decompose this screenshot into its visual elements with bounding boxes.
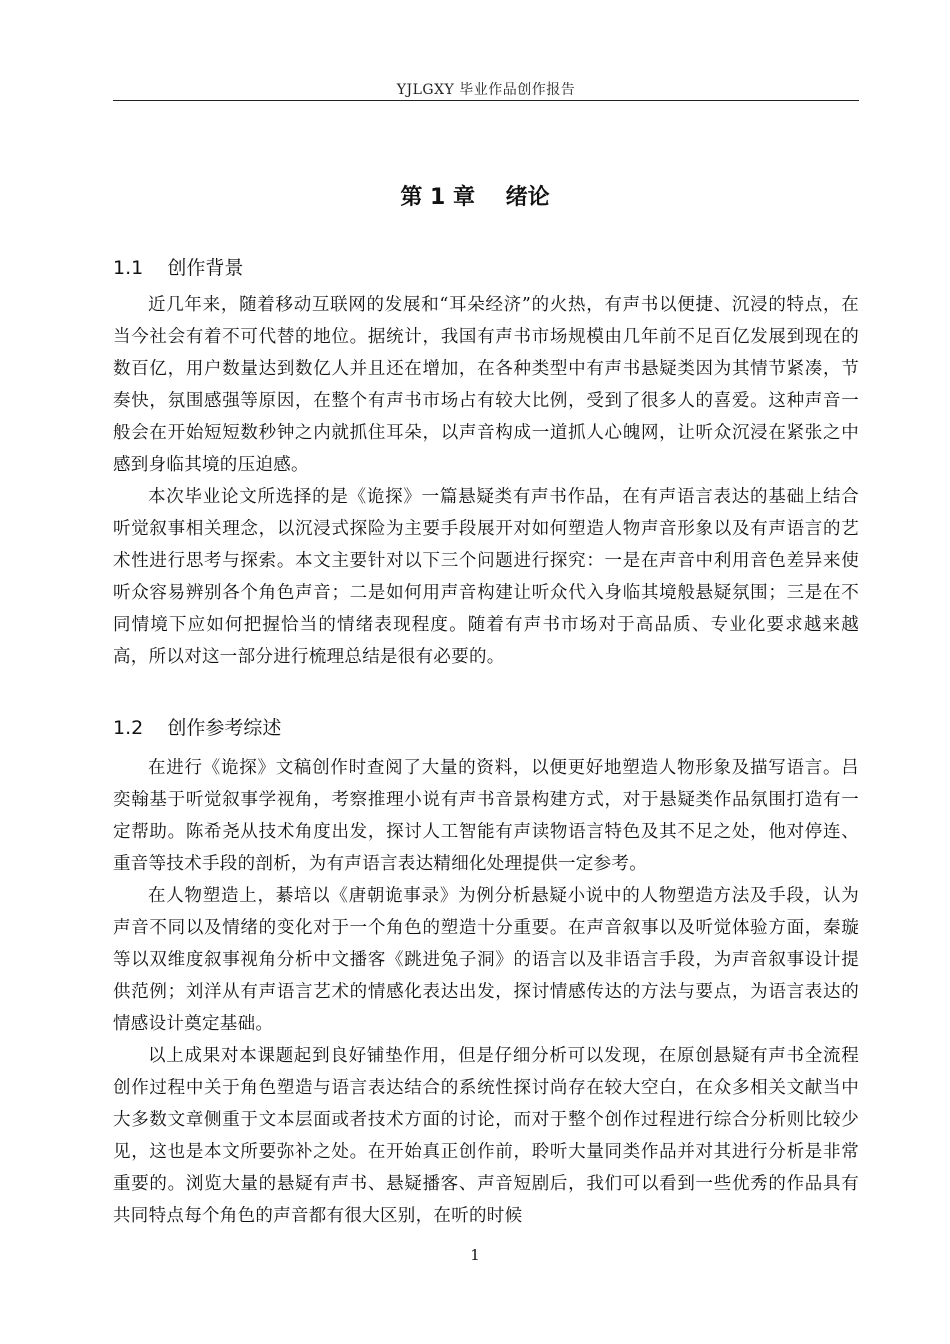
section-heading-1-1: 1.1 创作背景	[113, 257, 244, 279]
paragraph: 近几年来，随着移动互联网的发展和“耳朵经济”的火热，有声书以便捷、沉浸的特点，在当今社会有着不可代替的地位。据统计，我国有声书市场规模由几年前不足百亿发展到现在的数百亿，用户数量达到数亿人并且还在增加，在各种类型中有声书悬疑类因为其情节紧凑，节奏快，氛围感强等原因，在整个有声书市场占有较大比例，受到了很多人的喜爱。这种声音一般会在开始短短数秒钟之内就抓住耳朵，以声音构成一道抓人心魄网，让听众沉浸在紧张之中感到身临其境的压迫感。	[113, 295, 859, 475]
page-header: YJLGXY 毕业作品创作报告	[396, 82, 576, 98]
chapter-title: 第 1 章 绪论	[400, 185, 550, 210]
section-heading-1-2: 1.2 创作参考综述	[113, 717, 282, 739]
paragraph: 在进行《诡探》文稿创作时查阅了大量的资料，以便更好地塑造人物形象及描写语言。吕奕翰基于听觉叙事学视角，考察推理小说有声书音景构建方式，对于悬疑类作品氛围打造有一定帮助。陈希尧从技术角度出发，探讨人工智能有声读物语言特色及其不足之处，他对停连、重音等技术手段的剖析，为有声语言表达精细化处理提供一定参考。	[113, 758, 859, 874]
header-divider	[113, 100, 859, 101]
paragraph: 以上成果对本课题起到良好铺垫作用，但是仔细分析可以发现，在原创悬疑有声书全流程创作过程中关于角色塑造与语言表达结合的系统性探讨尚存在较大空白，在众多相关文献当中大多数文章侧重于文本层面或者技术方面的讨论，而对于整个创作过程进行综合分析则比较少见，这也是本文所要弥补之处。在开始真正创作前，聆听大量同类作品并对其进行分析是非常重要的。浏览大量的悬疑有声书、悬疑播客、声音短剧后，我们可以看到一些优秀的作品具有共同特点每个角色的声音都有很大区别，在听的时候	[113, 1046, 859, 1226]
paragraph: 本次毕业论文所选择的是《诡探》一篇悬疑类有声书作品，在有声语言表达的基础上结合听觉叙事相关理念，以沉浸式探险为主要手段展开对如何塑造人物声音形象以及有声语言的艺术性进行思考与探索。本文主要针对以下三个问题进行探究：一是在声音中利用音色差异来使听众容易辨别各个角色声音；二是如何用声音构建让听众代入身临其境般悬疑氛围；三是在不同情境下应如何把握恰当的情绪表现程度。随着有声书市场对于高品质、专业化要求越来越高，所以对这一部分进行梳理总结是很有必要的。	[113, 487, 859, 667]
page-number: 1	[470, 1246, 480, 1264]
paragraph: 在人物塑造上，綦培以《唐朝诡事录》为例分析悬疑小说中的人物塑造方法及手段，认为声音不同以及情绪的变化对于一个角色的塑造十分重要。在声音叙事以及听觉体验方面，秦璇等以双维度叙事视角分析中文播客《跳进兔子洞》的语言以及非语言手段，为声音叙事设计提供范例；刘洋从有声语言艺术的情感化表达出发，探讨情感传达的方法与要点，为语言表达的情感设计奠定基础。	[113, 886, 859, 1034]
